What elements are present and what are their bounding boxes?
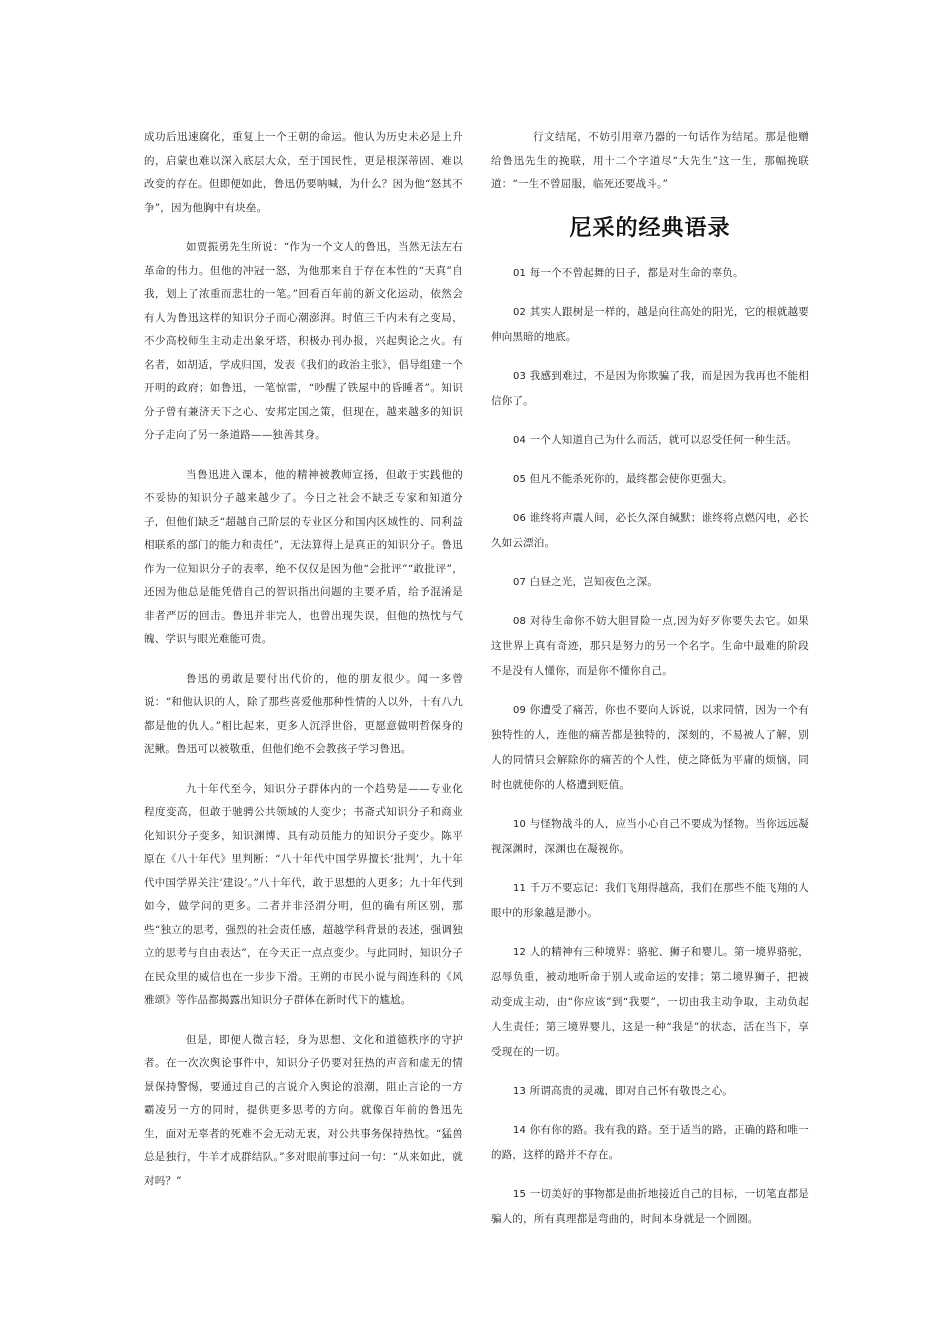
- quote-number: 08: [513, 615, 527, 627]
- quote-text: 所谓高贵的灵魂，即对自己怀有敬畏之心。: [529, 1084, 733, 1097]
- quote-number: 06: [513, 512, 527, 524]
- quote-text: 你遭受了痛苦，你也不要向人诉说，以求同情，因为一个有独特性的人，连他的痛苦都是独特的，深刻的，不易被人了解，别人的同情只会解除你的痛苦的个人性，使之降低为平庸的烦恼，同时也就使你的人格遭到贬值。: [491, 703, 809, 791]
- quote-number: 03: [513, 370, 527, 382]
- quote-text: 你有你的路。我有我的路。至于适当的路，正确的路和唯一的路，这样的路并不存在。: [491, 1123, 809, 1161]
- quote-number: 02: [513, 306, 527, 318]
- quote-item: [491, 364, 809, 414]
- quote-item: [491, 300, 809, 350]
- quote-text: 每一个不曾起舞的日子，都是对生命的辜负。: [529, 266, 744, 279]
- quote-text: 其实人跟树是一样的，越是向往高处的阳光，它的根就越要伸向黑暗的地底。: [491, 305, 809, 343]
- quote-item: [491, 698, 809, 798]
- quote-number: 15: [513, 1188, 527, 1200]
- quote-text: 人的精神有三种境界：骆驼、狮子和婴儿。第一境界骆驼，忍辱负重，被动地听命于别人或命运的安排；第二境界狮子，把被动变成主动，由“你应该”到“我要”，一切由我主动争取，主动负起人生责任；第三境界婴儿，这是一种“我是”的状态，活在当下，享受现在的一切。: [491, 945, 809, 1058]
- quote-number: 09: [513, 704, 527, 716]
- quote-item: [491, 940, 809, 1065]
- quote-number: 07: [513, 576, 527, 588]
- quote-number: 13: [513, 1085, 527, 1097]
- quote-item: [491, 570, 809, 595]
- paragraph: 当鲁迅进入课本，他的精神被教师宣扬，但敢于实践他的不妥协的知识分子越来越少了。今日之社会不缺乏专家和知道分子，但他们缺乏“超越自己阶层的专业区分和国内区域性的、同利益相联系的部门的能力和责任”，无法算得上是真正的知识分子。鲁迅作为一位知识分子的表率，绝不仅仅是因为他“会批评”“敢批评”，还因为他总是能凭借自己的智识指出问题的主要矛盾，给予混淆是非者严厉的回击。鲁迅并非完人，也曾出现失误，但他的热忱与气魄、学识与眼光难能可贵。: [144, 468, 463, 645]
- paragraph: 鲁迅的勇敢是要付出代价的，他的朋友很少。闻一多曾说：“和他认识的人，除了那些喜爱他那种性情的人以外，十有八九都是他的仇人。”相比起来，更多人沉浮世俗，更愿意做明哲保身的泥鳅。鲁迅可以被敬重，但他们绝不会教孩子学习鲁迅。: [144, 672, 463, 755]
- quote-item: [491, 261, 809, 286]
- quote-text: 谁终将声震人间，必长久深自缄默；谁终将点燃闪电，必长久如云漂泊。: [491, 511, 809, 549]
- intro-paragraph: 行文结尾，不妨引用章乃器的一句话作为结尾。那是他赠给鲁迅先生的挽联，用十二个字道尽“大先生”这一生，那幅挽联道：“一生不曾屈服，临死还要战斗。”: [491, 131, 809, 190]
- quote-text: 与怪物战斗的人，应当小心自己不要成为怪物。当你远远凝视深渊时，深渊也在凝视你。: [491, 817, 809, 855]
- paragraph: 成功后迅速腐化，重复上一个王朝的命运。他认为历史未必是上升的，启蒙也难以深入底层大众，至于国民性，更是根深蒂固、难以改变的存在。但即便如此，鲁迅仍要呐喊，为什么？因为他“怒其不争”，因为他胸中有块垒。: [144, 131, 463, 214]
- quote-number: 04: [513, 434, 527, 446]
- quote-item: [491, 467, 809, 492]
- quote-text: 对待生命你不妨大胆冒险一点,因为好歹你要失去它。如果这世界上真有奇迹，那只是努力的另一个名字。生命中最难的阶段不是没有人懂你，而是你不懂你自己。: [491, 614, 809, 677]
- quote-number: 10: [513, 818, 527, 830]
- quote-item: [491, 609, 809, 684]
- quote-text: 一切美好的事物都是曲折地接近自己的目标，一切笔直都是骗人的，所有真理都是弯曲的，时间本身就是一个圆圈。: [491, 1187, 809, 1225]
- quote-item: [491, 876, 809, 926]
- right-column: [491, 126, 809, 1246]
- quote-text: 白昼之光，岂知夜色之深。: [529, 575, 659, 588]
- paragraph: 但是，即便人微言轻，身为思想、文化和道德秩序的守护者。在一次次舆论事件中，知识分子仍要对狂热的声音和虚无的情景保持警惕，要通过自己的言说介入舆论的浪潮，阻止言论的一方霸凌另一方的同时，提供更多思考的方向。就像百年前的鲁迅先生，面对无辜者的死难不会无动无衷，对公共事务保持热忱。“猛兽总是独行，牛羊才成群结队。”多对眼前事过问一句：“从来如此，就对吗？”: [144, 1033, 463, 1187]
- quote-number: 01: [513, 267, 527, 279]
- paragraph: 九十年代至今，知识分子群体内的一个趋势是——专业化程度变高，但敢于驰骋公共领域的人变少；书斋式知识分子和商业化知识分子变多，知识渊博、具有动员能力的知识分子变少。陈平原在《八十年代》里判断：“八十年代中国学界擅长‘批判’，九十年代中国学界关注‘建设’。”八十年代，敢于思想的人更多；九十年代到如今，做学问的更多。二者并非泾渭分明，但的确有所区别，那些“独立的思考，强烈的社会责任感，超越学科背景的表述，强调独立的思考与自由表达”，在今天正一点点变少。与此同时，知识分子在民众里的威信也在一步步下滑。王朔的市民小说与阎连科的《风雅颂》等作品都揭露出知识分子群体在新时代下的尴尬。: [144, 782, 463, 1006]
- quote-text: 我感到难过，不是因为你欺骗了我，而是因为我再也不能相信你了。: [491, 369, 809, 407]
- quote-item: [491, 1182, 809, 1232]
- quote-number: 12: [513, 946, 527, 958]
- quote-item: [491, 1079, 809, 1104]
- quote-text: 千万不要忘记：我们飞翔得越高，我们在那些不能飞翔的人眼中的形象越是渺小。: [491, 881, 809, 919]
- quote-list: [491, 261, 809, 1232]
- paragraph: 如贾振勇先生所说：“作为一个文人的鲁迅，当然无法左右革命的伟力。但他的冲冠一怒，为他那来自于存在本性的“天真”自我，划上了浓重而悲壮的一笔。”回看百年前的新文化运动，依然会有人为鲁迅这样的知识分子而心潮澎湃。时值三千内未有之变局，不少高校师生主动走出象牙塔，积极办刊办报，兴起舆论之火。有名者，如胡适，学成归国，发表《我们的政治主张》，倡导组建一个开明的政府；如鲁迅，一笔惊雷，“吵醒了铁屋中的昏睡者”。知识分子曾有兼济天下之心、安邦定国之策，但现在，越来越多的知识分子走向了另一条道路——独善其身。: [144, 241, 463, 441]
- quote-item: [491, 506, 809, 556]
- section-title: 尼采的经典语录: [569, 215, 731, 241]
- quote-number: 11: [513, 882, 527, 894]
- quote-number: 05: [513, 473, 527, 485]
- quote-item: [491, 428, 809, 453]
- quote-item: [491, 812, 809, 862]
- quote-item: [491, 1118, 809, 1168]
- quote-text: 一个人知道自己为什么而活，就可以忍受任何一种生活。: [529, 433, 798, 446]
- quote-number: 14: [513, 1124, 527, 1136]
- quote-text: 但凡不能杀死你的，最终都会使你更强大。: [529, 472, 733, 485]
- left-column: [144, 126, 463, 1209]
